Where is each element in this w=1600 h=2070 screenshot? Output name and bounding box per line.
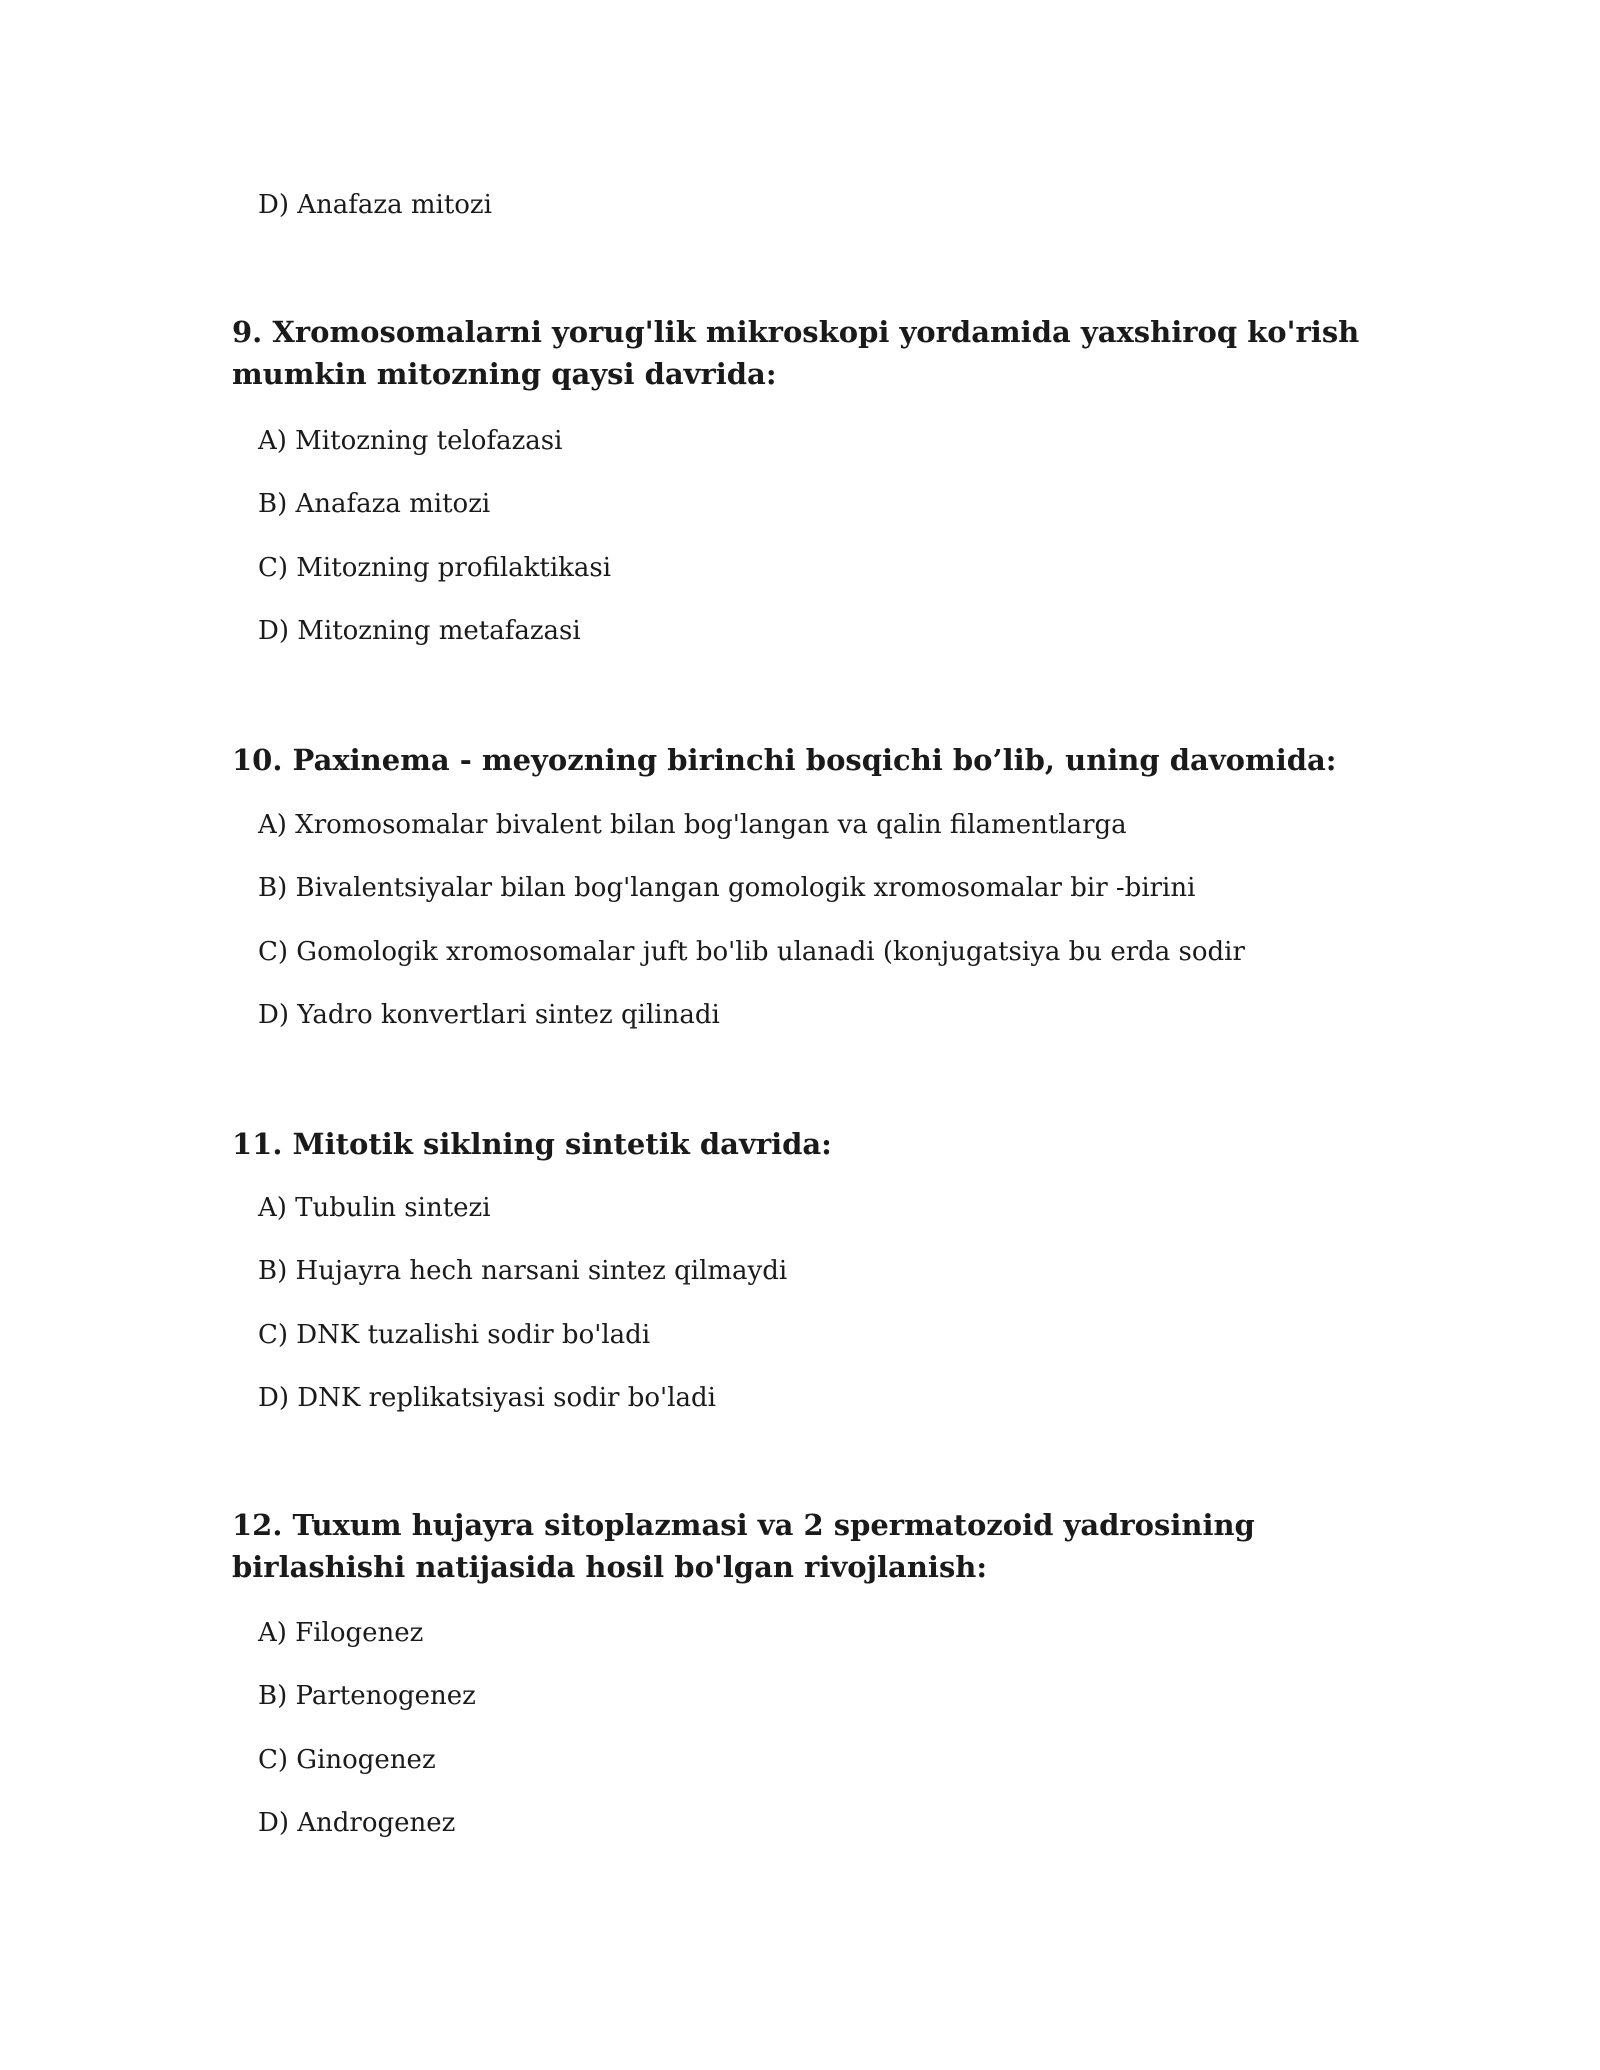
question-12-text: 12. Tuxum hujayra sitoplazmasi va 2 spermatozoid yadrosining birlashishi natijasida hosil bo'lgan rivojlanish: <box>232 1508 1255 1584</box>
question-11-option-d: D) DNK replikatsiyasi sodir bo'ladi <box>258 1383 716 1413</box>
question-12-option-c: C) Ginogenez <box>258 1745 436 1775</box>
question-9-option-b: B) Anafaza mitozi <box>258 489 491 519</box>
question-12-option-d: D) Androgenez <box>258 1808 456 1838</box>
question-12-option-b: B) Partenogenez <box>258 1681 476 1711</box>
question-11-option-b: B) Hujayra hech narsani sintez qilmaydi <box>258 1256 788 1286</box>
question-9-option-c: C) Mitozning profilaktikasi <box>258 553 612 583</box>
question-11-text: 11. Mitotik siklning sintetik davrida: <box>232 1127 832 1161</box>
question-9-text: 9. Xromosomalarni yorug'lik mikroskopi yordamida yaxshiroq ko'rish mumkin mitozning qaysi davrida: <box>232 315 1360 391</box>
question-10-option-c: C) Gomologik xromosomalar juft bo'lib ulanadi (konjugatsiya bu erda sodir <box>258 937 1245 967</box>
question-10-option-d: D) Yadro konvertlari sintez qilinadi <box>258 1000 720 1030</box>
question-10-option-b: B) Bivalentsiyalar bilan bog'langan gomologik xromosomalar bir -birini <box>258 873 1196 903</box>
question-11-option-c: C) DNK tuzalishi sodir bo'ladi <box>258 1320 651 1350</box>
question-9-option-a: A) Mitozning telofazasi <box>258 426 563 456</box>
question-11-option-a: A) Tubulin sintezi <box>258 1193 491 1223</box>
leading-option: D) Anafaza mitozi <box>258 190 492 220</box>
question-10-text: 10. Paxinema - meyozning birinchi bosqichi bo’lib, uning davomida: <box>232 743 1337 777</box>
question-12-option-a: A) Filogenez <box>258 1618 424 1648</box>
question-10-option-a: A) Xromosomalar bivalent bilan bog'langan va qalin filamentlarga <box>258 810 1127 840</box>
question-9-option-d: D) Mitozning metafazasi <box>258 616 581 646</box>
